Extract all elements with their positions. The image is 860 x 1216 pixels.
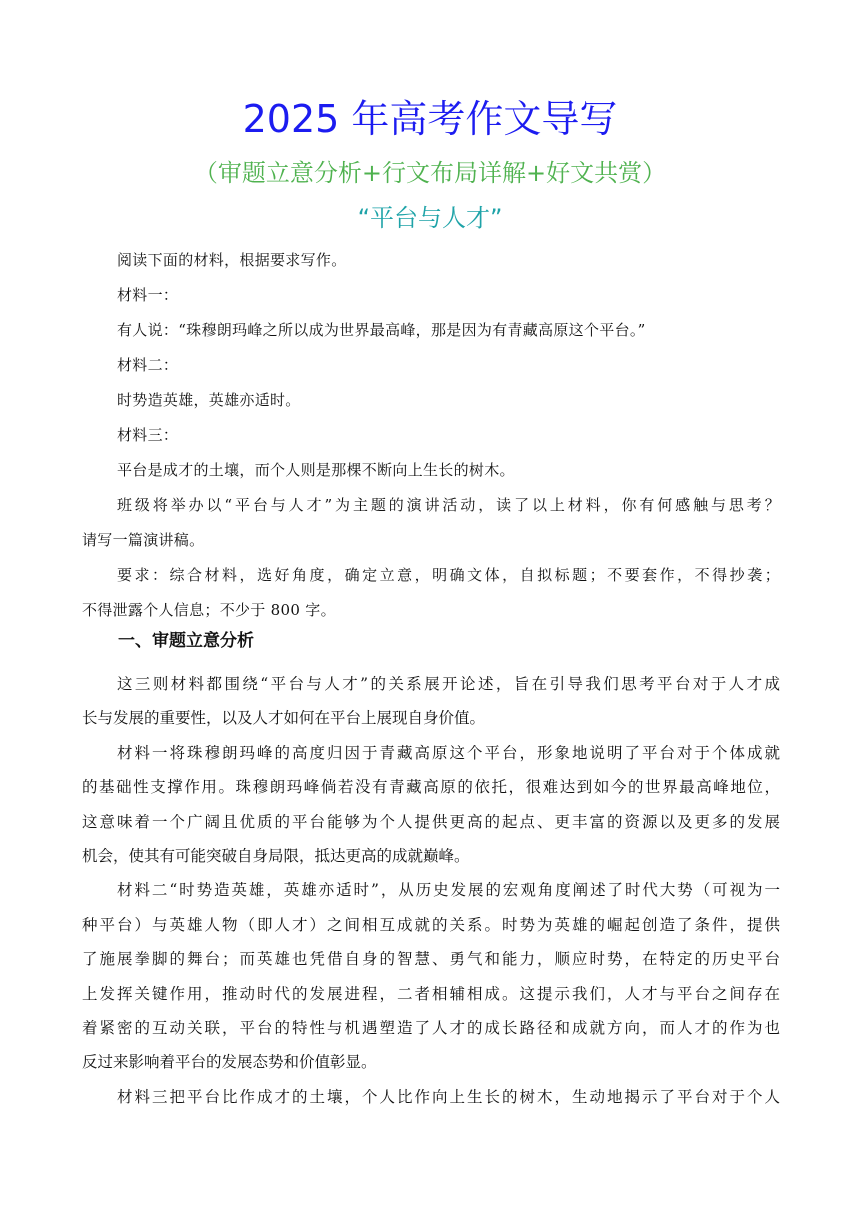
paragraph-line: 上发挥关键作用，推动时代的发展进程，二者相辅相成。这提示我们，人才与平台之间存在 (82, 984, 780, 1003)
paragraph-line: 种平台）与英雄人物（即人才）之间相互成就的关系。时势为英雄的崛起创造了条件，提供 (82, 915, 780, 934)
paragraph-line: 材料一将珠穆朗玛峰的高度归因于青藏高原这个平台，形象地说明了平台对于个体成就 (117, 743, 780, 762)
paragraph-line: 机会，使其有可能突破自身局限，抵达更高的成就巅峰。 (82, 846, 470, 865)
paragraph-line: 材料三把平台比作成才的土壤，个人比作向上生长的树木，生动地揭示了平台对于个人 (117, 1087, 780, 1106)
essay-topic: “平台与人才” (357, 204, 503, 232)
task-line: 请写一篇演讲稿。 (82, 531, 205, 549)
task-line: 班级将举办以“平台与人才”为主题的演讲活动，读了以上材料，你有何感触与思考？ (117, 496, 780, 514)
material1-label: 材料一： (117, 286, 179, 304)
paragraph-line: 了施展拳脚的舞台；而英雄也凭借自身的智慧、勇气和能力，顺应时势，在特定的历史平台 (82, 950, 780, 969)
section-heading: 一、审题立意分析 (118, 631, 254, 651)
writing-prompt (82, 243, 780, 628)
paragraph-line: 材料二“时势造英雄，英雄亦适时”，从历史发展的宏观角度阐述了时代大势（可视为一 (117, 881, 780, 900)
material2-label: 材料二： (117, 356, 179, 374)
document-subtitle: （审题立意分析+行文布局详解+好文共赏） (193, 159, 667, 187)
paragraph-line: 这三则材料都围绕“平台与人才”的关系展开论述，旨在引导我们思考平台对于人才成 (117, 675, 780, 693)
prompt-intro: 阅读下面的材料，根据要求写作。 (117, 251, 347, 269)
document-title: 2025 年高考作文导写 (242, 97, 618, 141)
paragraph-line: 反过来影响着平台的发展态势和价值彰显。 (82, 1053, 377, 1072)
paragraph-line: 的基础性支撑作用。珠穆朗玛峰倘若没有青藏高原的依托，很难达到如今的世界最高峰地位， (82, 778, 780, 797)
material1-text: 有人说：“珠穆朗玛峰之所以成为世界最高峰，那是因为有青藏高原这个平台。” (117, 321, 646, 339)
paragraph-line: 长与发展的重要性，以及人才如何在平台上展现自身价值。 (82, 709, 486, 728)
requirement-line: 不得泄露个人信息；不少于 800 字。 (82, 601, 336, 619)
material3-label: 材料三： (117, 426, 179, 444)
requirement-line: 要求：综合材料，选好角度，确定立意，明确文体，自拟标题；不要套作，不得抄袭； (117, 566, 780, 584)
paragraph-line: 着紧密的互动关联，平台的特性与机遇塑造了人才的成长路径和成就方向，而人才的作为也 (82, 1018, 780, 1037)
material3-text: 平台是成才的土壤，而个人则是那棵不断向上生长的树木。 (117, 461, 515, 479)
material2-text: 时势造英雄，英雄亦适时。 (117, 391, 301, 409)
paragraph-line: 这意味着一个广阔且优质的平台能够为个人提供更高的起点、更丰富的资源以及更多的发展 (82, 812, 780, 831)
analysis-body (82, 667, 780, 1114)
